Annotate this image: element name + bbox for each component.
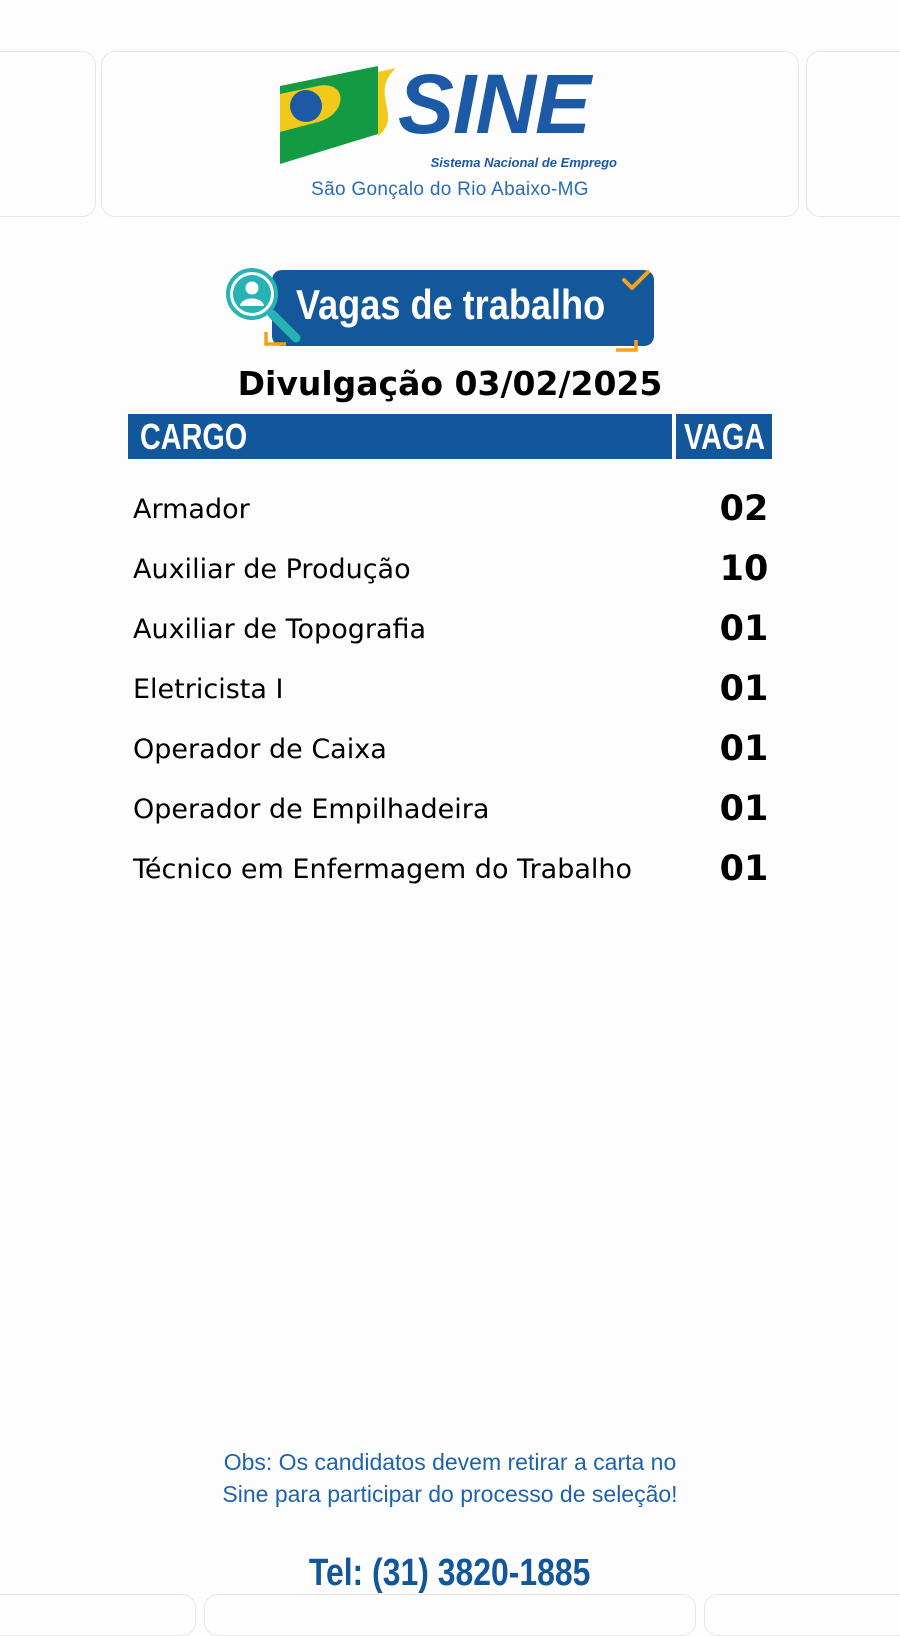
observation-line-1: Obs: Os candidatos devem retirar a carta no <box>223 1449 677 1475</box>
job-title: Operador de Caixa <box>133 734 387 765</box>
banner-title: Vagas de trabalho <box>296 281 606 328</box>
job-list <box>133 482 773 902</box>
bottom-card-edge <box>704 1594 900 1636</box>
job-title: Auxiliar de Produção <box>133 554 411 585</box>
table-row <box>133 782 773 842</box>
bottom-card-edge <box>0 1594 196 1636</box>
publication-date: Divulgação 03/02/2025 <box>237 364 663 403</box>
phone-number: Tel: (31) 3820-1885 <box>309 1552 591 1594</box>
column-header-cargo: CARGO <box>128 414 672 459</box>
table-row <box>133 482 773 542</box>
job-title: Operador de Empilhadeira <box>133 794 490 825</box>
vacancy-count: 01 <box>719 849 769 889</box>
table-row <box>133 722 773 782</box>
table-row <box>133 602 773 662</box>
checkmark-icon <box>624 272 648 288</box>
vacancy-count: 01 <box>719 789 769 829</box>
sine-wordmark: SINE <box>398 57 591 151</box>
vacancy-count: 01 <box>719 609 769 649</box>
right-card-edge <box>806 51 900 217</box>
observation-note <box>150 1446 750 1510</box>
city-name: São Gonçalo do Rio Abaixo-MG <box>311 179 589 200</box>
column-header-vaga: VAGA <box>676 414 772 459</box>
bottom-card-edge <box>204 1594 696 1636</box>
vacancy-count: 01 <box>719 729 769 769</box>
vacancy-count: 02 <box>719 489 769 529</box>
vacancy-count: 10 <box>719 549 769 589</box>
job-title: Auxiliar de Topografia <box>133 614 427 645</box>
table-row <box>133 842 773 902</box>
observation-line-2: Sine para participar do processo de seleção! <box>222 1481 678 1507</box>
person-search-icon <box>228 270 296 338</box>
job-title: Armador <box>133 494 250 525</box>
vacancy-count: 01 <box>719 669 769 709</box>
table-row <box>133 662 773 722</box>
sine-subtitle: Sistema Nacional de Emprego <box>430 155 617 170</box>
left-card-edge <box>0 51 96 217</box>
job-title: Eletricista I <box>133 674 284 705</box>
job-title: Técnico em Enfermagem do Trabalho <box>133 854 633 885</box>
table-row <box>133 542 773 602</box>
